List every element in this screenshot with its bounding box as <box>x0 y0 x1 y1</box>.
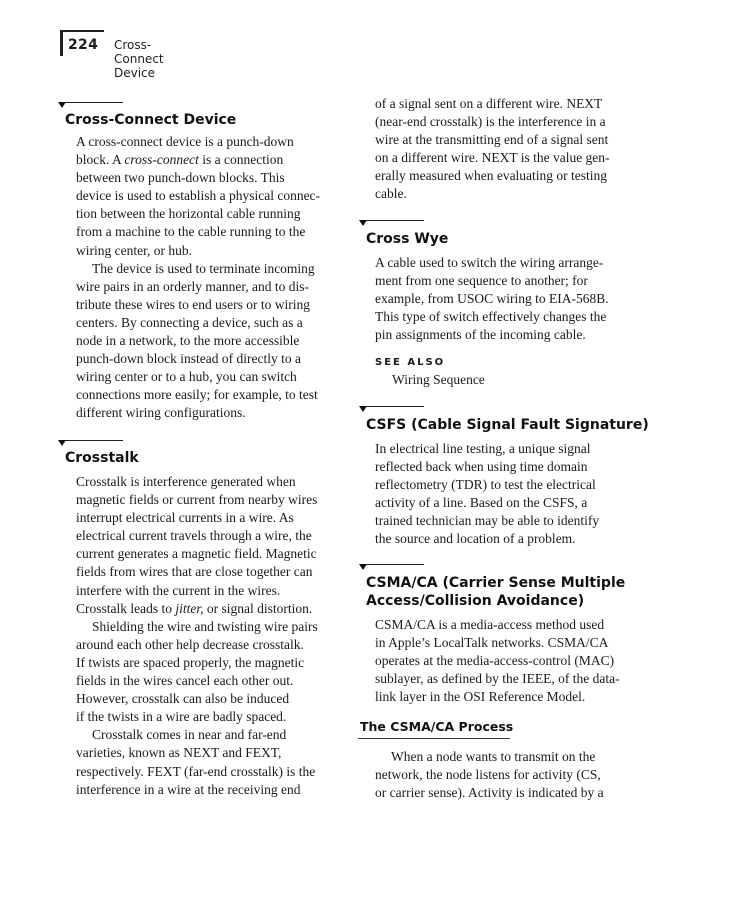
text-line: from a machine to the cable running to the <box>76 224 306 240</box>
text-line: electrical current travels through a wire, the <box>76 528 312 544</box>
text-line: Crosstalk comes in near and far-end <box>92 727 287 743</box>
text-line: (near-end crosstalk) is the interference in a <box>375 114 606 130</box>
text-line: punch-down block instead of directly to a <box>76 351 301 367</box>
text-line: network, the node listens for activity (CS, <box>375 767 601 783</box>
text-line: interference in a wire at the receiving end <box>76 781 301 797</box>
text-line: wiring center or to a hub, you can switch <box>76 369 297 385</box>
text-line: sublayer, as defined by the IEEE, of the data- <box>375 671 620 687</box>
text-line: device is used to establish a physical connec- <box>76 188 321 204</box>
text-line: If twists are spaced properly, the magnetic <box>76 654 305 670</box>
page-number: 224 <box>68 37 99 53</box>
italic-term: cross-connect <box>124 152 199 168</box>
text-line: the source and location of a problem. <box>375 531 576 547</box>
text-line: A cable used to switch the wiring arrange- <box>375 255 604 270</box>
text-line: Shielding the wire and twisting wire pairs <box>92 618 318 634</box>
see-also-label: SEE ALSO <box>375 357 446 368</box>
text-line: wire at the transmitting end of a signal sent <box>375 132 609 148</box>
text-line: CSMA/CA is a media-access method used <box>375 617 605 632</box>
text-line: trained technician may be able to identify <box>375 513 600 529</box>
text-line: Crosstalk leads to jitter, or signal distortion. <box>76 600 313 616</box>
text-line: wiring center, or hub. <box>76 242 193 258</box>
triangle-marker-icon <box>359 220 367 226</box>
body-crosstalk-continued <box>375 95 610 204</box>
text-line: This type of switch effectively changes the <box>375 309 607 325</box>
text-line: tion between the horizontal cable running <box>76 206 301 222</box>
text-line: between two punch-down blocks. This <box>76 170 285 186</box>
body-csma-ca <box>375 616 620 706</box>
text-line: magnetic fields or current from nearby wires <box>76 492 318 508</box>
heading-cross-wye: Cross Wye <box>366 231 449 247</box>
italic-term: jitter, <box>175 600 204 616</box>
text-line: varieties, known as NEXT and FEXT, <box>76 745 282 761</box>
text-line: in Apple’s LocalTalk networks. CSMA/CA <box>375 635 609 651</box>
text-line: reflected back when using time domain <box>375 459 588 475</box>
heading-cross-connect-device: Cross-Connect Device <box>65 112 237 128</box>
subheading-csma-ca-process: The CSMA/CA Process <box>360 719 514 734</box>
text-line: current generates a magnetic field. Magnetic <box>76 546 317 562</box>
text-line: reflectometry (TDR) to test the electrical <box>375 477 596 493</box>
text-line: or carrier sense). Activity is indicated by a <box>375 785 604 801</box>
text-line: tribute these wires to end users or to wiring <box>76 296 310 312</box>
text-line: cable. <box>375 186 407 202</box>
heading-line: CSMA/CA (Carrier Sense Multiple <box>366 575 626 591</box>
text-line: activity of a line. Based on the CSFS, a <box>375 495 588 511</box>
triangle-marker-icon <box>359 564 367 570</box>
text-line: ment from one sequence to another; for <box>375 273 588 289</box>
text-line: centers. By connecting a device, such as a <box>76 314 303 330</box>
text-line: wire pairs in an orderly manner, and to dis- <box>76 278 310 294</box>
see-also-link[interactable]: Wiring Sequence <box>392 372 485 387</box>
text-line: node in a network, to the more accessible <box>76 333 300 349</box>
text-line: of a signal sent on a different wire. NEXT <box>375 96 603 111</box>
text-line: operates at the media-access-control (MAC) <box>375 653 615 669</box>
header-rule-horizontal <box>60 30 104 32</box>
text-line: around each other help decrease crosstalk. <box>76 636 304 652</box>
triangle-marker-icon <box>359 406 367 412</box>
subheading-underline <box>358 738 510 739</box>
text-line: link layer in the OSI Reference Model. <box>375 689 586 705</box>
body-crosstalk <box>76 473 318 799</box>
body-csfs <box>375 440 599 549</box>
text-line: In electrical line testing, a unique signal <box>375 441 591 456</box>
text-line: erally measured when evaluating or testing <box>375 168 608 184</box>
heading-crosstalk: Crosstalk <box>65 450 139 466</box>
triangle-marker-icon <box>58 440 66 446</box>
heading-line: Access/Collision Avoidance) <box>366 593 585 609</box>
text-line: interfere with the current in the wires. <box>76 582 281 598</box>
text-line: respectively. FEXT (far-end crosstalk) is the <box>76 763 316 779</box>
text-line: fields in the wires cancel each other out. <box>76 673 294 689</box>
heading-csma-ca <box>366 574 625 610</box>
body-cross-wye <box>375 254 609 344</box>
triangle-marker-icon <box>58 102 66 108</box>
header-rule-vertical <box>60 30 63 56</box>
text-line: interrupt electrical currents in a wire. As <box>76 510 294 526</box>
text-line: The device is used to terminate incoming <box>92 260 315 276</box>
body-cross-connect-device <box>76 133 320 423</box>
text-line: pin assignments of the incoming cable. <box>375 327 586 343</box>
text-line: block. A cross-connect is a connection <box>76 152 284 168</box>
text-line: different wiring configurations. <box>76 405 246 421</box>
text-line: fields from wires that are close together can <box>76 564 313 580</box>
text-line: When a node wants to transmit on the <box>391 749 596 764</box>
text-line: However, crosstalk can also be induced <box>76 691 290 707</box>
text-line: if the twists in a wire are badly spaced. <box>76 709 287 725</box>
text-line: on a different wire. NEXT is the value gen- <box>375 150 610 166</box>
body-csma-ca-process <box>375 748 604 802</box>
text-line: Crosstalk is interference generated when <box>76 474 296 489</box>
text-line: A cross-connect device is a punch-down <box>76 134 294 149</box>
running-title: Cross-Connect Device <box>114 38 164 80</box>
heading-csfs: CSFS (Cable Signal Fault Signature) <box>366 417 649 433</box>
text-line: connections more easily; for example, to test <box>76 387 318 403</box>
text-line: example, from USOC wiring to EIA-568B. <box>375 291 609 307</box>
